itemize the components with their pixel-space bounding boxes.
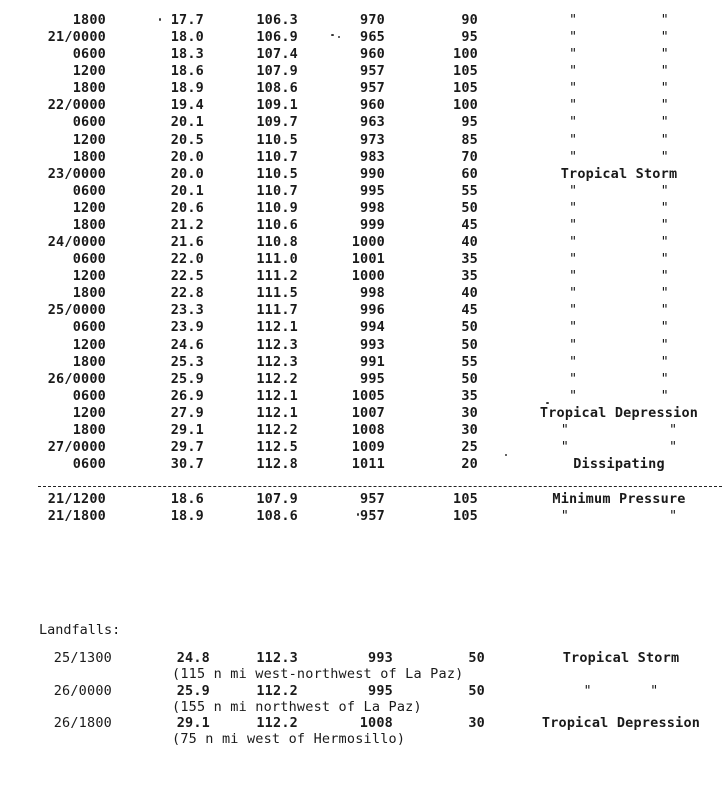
wind-cell: 70 — [461, 148, 478, 165]
landfall-lon-cell: 112.2 — [256, 715, 298, 731]
lon-cell: 110.9 — [256, 199, 298, 216]
lon-cell: 112.2 — [256, 421, 298, 438]
landfall-lat-cell: 29.1 — [176, 715, 210, 731]
lon-cell: 108.6 — [256, 508, 298, 524]
stage-cell: " " — [560, 508, 678, 524]
lat-cell: 29.1 — [170, 421, 204, 438]
pressure-cell: 994 — [360, 319, 385, 336]
stage-cell: " " — [569, 251, 669, 268]
lat-cell: 20.1 — [170, 182, 204, 199]
stage-cell: " " — [569, 148, 669, 165]
wind-cell: 40 — [461, 234, 478, 251]
wind-cell: 105 — [453, 80, 478, 97]
landfall-wind-cell: 50 — [468, 683, 485, 699]
wind-cell: 35 — [461, 387, 478, 404]
pressure-cell: 998 — [360, 199, 385, 216]
wind-cell: 50 — [461, 336, 478, 353]
time-cell: 1200 — [72, 63, 106, 80]
stage-cell: " " — [569, 199, 669, 216]
time-cell: 1800 — [72, 285, 106, 302]
lon-cell: 111.5 — [256, 285, 298, 302]
time-cell: 1800 — [72, 12, 106, 28]
wind-cell: 95 — [461, 114, 478, 131]
stage-cell: " " — [569, 114, 669, 131]
wind-cell: 50 — [461, 370, 478, 387]
stage-cell: " " — [560, 439, 678, 455]
lat-cell: 20.5 — [170, 131, 204, 148]
lat-cell: 18.9 — [170, 508, 204, 524]
pressure-cell: 993 — [360, 336, 385, 353]
lon-cell: 110.5 — [256, 131, 298, 148]
lon-cell: 111.2 — [256, 268, 298, 285]
lon-cell: 112.3 — [256, 353, 298, 370]
pressure-cell: 960 — [360, 46, 385, 63]
lon-cell: 112.1 — [256, 404, 298, 421]
lat-cell: 21.2 — [170, 216, 204, 233]
lat-cell: 18.9 — [170, 80, 204, 97]
stage-cell: " " — [569, 370, 669, 387]
landfall-location: (115 n mi west-northwest of La Paz) — [172, 666, 464, 682]
lon-cell: 107.4 — [256, 46, 298, 63]
stage-cell: " " — [569, 387, 669, 404]
lon-cell: 110.7 — [256, 182, 298, 199]
stage-cell: " " — [569, 353, 669, 370]
lon-cell: 112.8 — [256, 456, 298, 473]
stage-cell: " " — [569, 80, 669, 97]
pressure-cell: 960 — [360, 97, 385, 114]
scan-speck — [357, 513, 359, 516]
pressure-cell: 999 — [360, 216, 385, 233]
wind-cell: 105 — [453, 508, 478, 524]
lon-cell: 110.8 — [256, 234, 298, 251]
wind-cell: 55 — [461, 182, 478, 199]
lat-cell: 26.9 — [170, 387, 204, 404]
time-cell: 1200 — [72, 199, 106, 216]
landfalls-title: Landfalls: — [39, 622, 121, 638]
stage-cell: " " — [569, 29, 669, 46]
wind-cell: 50 — [461, 319, 478, 336]
landfall-lat-cell: 25.9 — [176, 683, 210, 699]
stage-cell: " " — [560, 421, 678, 438]
stage-cell: " " — [569, 97, 669, 114]
lat-cell: 18.6 — [170, 63, 204, 80]
time-cell: 0600 — [72, 251, 106, 268]
time-cell: 0600 — [72, 456, 106, 473]
pressure-cell: 957 — [360, 491, 385, 507]
lat-cell: 27.9 — [170, 404, 204, 421]
wind-cell: 105 — [453, 63, 478, 80]
stage-cell: " " — [569, 63, 669, 80]
lat-cell: 18.0 — [170, 29, 204, 46]
wind-cell: 50 — [461, 199, 478, 216]
wind-cell: 25 — [461, 439, 478, 455]
wind-cell: 30 — [461, 404, 478, 421]
pressure-cell: 991 — [360, 353, 385, 370]
lon-cell: 112.1 — [256, 387, 298, 404]
lat-cell: 25.9 — [170, 370, 204, 387]
lon-cell: 111.0 — [256, 251, 298, 268]
landfall-pressure-cell: 993 — [368, 650, 393, 666]
lat-cell: 18.3 — [170, 46, 204, 63]
pressure-cell: 957 — [360, 63, 385, 80]
pressure-cell: 995 — [360, 182, 385, 199]
pressure-cell: 998 — [360, 285, 385, 302]
time-cell: 1800 — [72, 80, 106, 97]
lon-cell: 111.7 — [256, 302, 298, 319]
lon-cell: 109.1 — [256, 97, 298, 114]
scan-speck — [338, 36, 340, 38]
time-cell: 1800 — [72, 421, 106, 438]
pressure-cell: 1007 — [351, 404, 385, 421]
wind-cell: 100 — [453, 97, 478, 114]
time-cell: 0600 — [72, 387, 106, 404]
lon-cell: 109.7 — [256, 114, 298, 131]
pressure-cell: 963 — [360, 114, 385, 131]
stage-cell: " " — [569, 12, 669, 28]
wind-cell: 40 — [461, 285, 478, 302]
lat-cell: 17.7 — [170, 12, 204, 28]
time-cell: 21/1800 — [47, 508, 106, 524]
time-cell: 25/0000 — [47, 302, 106, 319]
lat-cell: 22.0 — [170, 251, 204, 268]
wind-cell: 90 — [461, 12, 478, 28]
pressure-cell: 1000 — [351, 234, 385, 251]
lon-cell: 112.3 — [256, 336, 298, 353]
pressure-cell: 973 — [360, 131, 385, 148]
pressure-cell: 990 — [360, 165, 385, 182]
lat-cell: 21.6 — [170, 234, 204, 251]
wind-cell: 105 — [453, 491, 478, 507]
stage-cell: " " — [569, 319, 669, 336]
landfall-stage-cell: Tropical Storm — [562, 650, 680, 666]
lat-cell: 18.6 — [170, 491, 204, 507]
stage-cell: Dissipating — [573, 456, 665, 473]
stage-cell: " " — [569, 182, 669, 199]
stage-cell: " " — [569, 46, 669, 63]
time-cell: 1200 — [72, 131, 106, 148]
landfall-wind-cell: 30 — [468, 715, 485, 731]
lon-cell: 112.5 — [256, 439, 298, 455]
lat-cell: 20.0 — [170, 165, 204, 182]
pressure-cell: 1009 — [351, 439, 385, 455]
time-cell: 27/0000 — [47, 439, 106, 455]
wind-cell: 35 — [461, 251, 478, 268]
lat-cell: 30.7 — [170, 456, 204, 473]
lon-cell: 106.3 — [256, 12, 298, 28]
stage-cell: " " — [569, 216, 669, 233]
stage-cell: " " — [569, 268, 669, 285]
pressure-cell: 1000 — [351, 268, 385, 285]
stage-cell: Tropical Depression — [539, 404, 699, 421]
time-cell: 1200 — [72, 336, 106, 353]
lat-cell: 23.9 — [170, 319, 204, 336]
stage-cell: " " — [569, 336, 669, 353]
wind-cell: 95 — [461, 29, 478, 46]
landfall-stage-cell: Tropical Depression — [541, 715, 701, 731]
time-cell: 0600 — [72, 114, 106, 131]
stage-cell: " " — [569, 234, 669, 251]
lon-cell: 110.7 — [256, 148, 298, 165]
time-cell: 1800 — [72, 216, 106, 233]
wind-cell: 45 — [461, 302, 478, 319]
wind-cell: 30 — [461, 421, 478, 438]
lat-cell: 25.3 — [170, 353, 204, 370]
landfall-pressure-cell: 995 — [368, 683, 393, 699]
landfall-location: (155 n mi northwest of La Paz) — [172, 699, 422, 715]
pressure-cell: 965 — [360, 29, 385, 46]
time-cell: 26/0000 — [47, 370, 106, 387]
wind-cell: 20 — [461, 456, 478, 473]
wind-cell: 100 — [453, 46, 478, 63]
lat-cell: 22.8 — [170, 285, 204, 302]
pressure-cell: 1001 — [351, 251, 385, 268]
landfall-time-cell: 26/0000 — [53, 683, 112, 699]
time-cell: 0600 — [72, 46, 106, 63]
time-cell: 1200 — [72, 404, 106, 421]
time-cell: 1800 — [72, 148, 106, 165]
time-cell: 21/1200 — [47, 491, 106, 507]
time-cell: 21/0000 — [47, 29, 106, 46]
lon-cell: 107.9 — [256, 491, 298, 507]
landfall-time-cell: 25/1300 — [53, 650, 112, 666]
pressure-cell: 996 — [360, 302, 385, 319]
time-cell: 0600 — [72, 182, 106, 199]
wind-cell: 45 — [461, 216, 478, 233]
lon-cell: 110.6 — [256, 216, 298, 233]
scan-speck — [546, 402, 549, 404]
lat-cell: 23.3 — [170, 302, 204, 319]
landfall-time-cell: 26/1800 — [53, 715, 112, 731]
time-cell: 24/0000 — [47, 234, 106, 251]
landfall-lon-cell: 112.2 — [256, 683, 298, 699]
stage-cell: Tropical Storm — [560, 165, 678, 182]
wind-cell: 85 — [461, 131, 478, 148]
landfall-stage-cell: " " — [583, 683, 659, 699]
pressure-cell: 957 — [360, 508, 385, 524]
lon-cell: 112.2 — [256, 370, 298, 387]
lat-cell: 20.6 — [170, 199, 204, 216]
lat-cell: 22.5 — [170, 268, 204, 285]
landfall-pressure-cell: 1008 — [359, 715, 393, 731]
lon-cell: 110.5 — [256, 165, 298, 182]
landfall-location: (75 n mi west of Hermosillo) — [172, 731, 406, 747]
wind-cell: 60 — [461, 165, 478, 182]
lat-cell: 20.1 — [170, 114, 204, 131]
pressure-cell: 1005 — [351, 387, 385, 404]
landfall-lon-cell: 112.3 — [256, 650, 298, 666]
time-cell: 23/0000 — [47, 165, 106, 182]
time-cell: 1200 — [72, 268, 106, 285]
pressure-cell: 983 — [360, 148, 385, 165]
scan-speck — [505, 454, 507, 456]
pressure-cell: 970 — [360, 12, 385, 28]
lon-cell: 112.1 — [256, 319, 298, 336]
wind-cell: 35 — [461, 268, 478, 285]
scan-speck — [159, 18, 161, 21]
lat-cell: 20.0 — [170, 148, 204, 165]
dashed-divider — [38, 486, 722, 487]
landfall-wind-cell: 50 — [468, 650, 485, 666]
pressure-cell: 957 — [360, 80, 385, 97]
stage-cell: Minimum Pressure — [552, 491, 686, 507]
wind-cell: 55 — [461, 353, 478, 370]
stage-cell: " " — [569, 302, 669, 319]
pressure-cell: 1008 — [351, 421, 385, 438]
stage-cell: " " — [569, 285, 669, 302]
time-cell: 0600 — [72, 319, 106, 336]
landfall-lat-cell: 24.8 — [176, 650, 210, 666]
lat-cell: 19.4 — [170, 97, 204, 114]
pressure-cell: 1011 — [351, 456, 385, 473]
lat-cell: 24.6 — [170, 336, 204, 353]
time-cell: 22/0000 — [47, 97, 106, 114]
lon-cell: 108.6 — [256, 80, 298, 97]
lon-cell: 106.9 — [256, 29, 298, 46]
time-cell: 1800 — [72, 353, 106, 370]
lat-cell: 29.7 — [170, 439, 204, 455]
pressure-cell: 995 — [360, 370, 385, 387]
scan-speck — [331, 34, 334, 36]
lon-cell: 107.9 — [256, 63, 298, 80]
stage-cell: " " — [569, 131, 669, 148]
